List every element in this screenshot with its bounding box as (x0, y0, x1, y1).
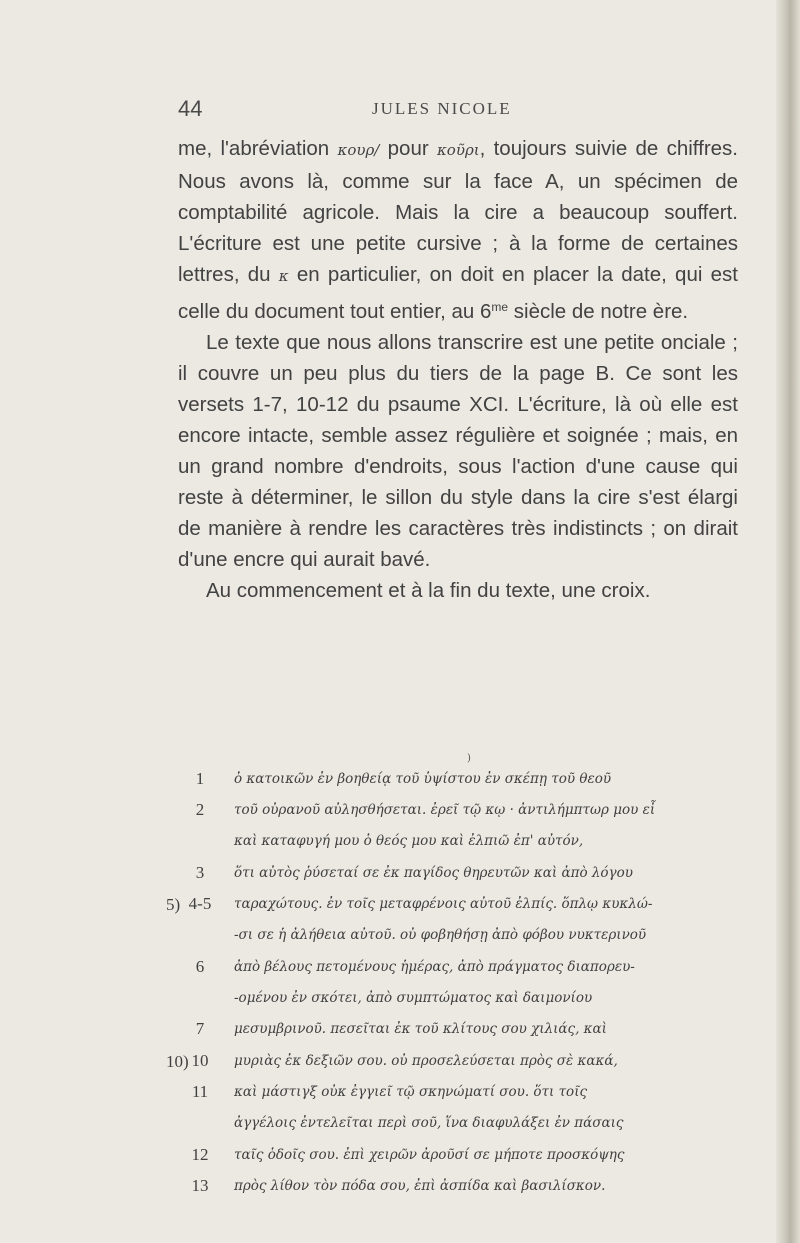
verse-number: 2 (195, 800, 205, 819)
greek-abbreviation: κουρ/ (337, 141, 380, 159)
psalm-line (178, 765, 748, 795)
external-verse-number: 5) (166, 895, 181, 914)
greek-text: -σι σε ἡ ἀλήθεια αὐτοῦ. οὐ φοβηθήσῃ ἀπὸ φόβου νυκτερινοῦ (234, 927, 647, 943)
psalm-line (178, 1172, 748, 1202)
paragraph-2: Le texte que nous allons transcrire est une petite onciale ; il couvre un peu plus du tiers de la page B. Ce sont les versets 1-7, 10-12 du psaume XCI. L'écriture, là où elle est encore intacte, semble assez régulière et soignée ; mais, en un grand nombre d'endroits, sous l'action d'une cause qui reste à déterminer, le sillon du style dans la cire s'est élargi de manière à rendre les caractères très indistincts ; on dirait d'une encre qui aurait bavé. (178, 331, 738, 571)
greek-text: ὁ κατοικῶν ἐν βοηθείᾳ τοῦ ὑψίστου ἐν σκέπῃ τοῦ θεοῦ (234, 771, 612, 787)
psalm-line (178, 921, 748, 951)
greek-text: -ομένου ἐν σκότει, ἀπὸ συμπτώματος καὶ δαιμονίου (234, 990, 593, 1006)
superscript: me (491, 300, 509, 314)
verse-number: 6 (195, 957, 205, 976)
running-head: JULES NICOLE (372, 99, 512, 118)
verse-number: 1 (195, 769, 205, 788)
greek-text: καὶ καταφυγή μου ὁ θεός μου καὶ ἐλπιῶ ἐπ' αὐτόν, (234, 833, 584, 849)
psalm-line (178, 1015, 748, 1045)
greek-text: πρὸς λίθον τὸν πόδα σου, ἐπὶ ἀσπίδα καὶ βασιλίσκον. (234, 1178, 606, 1194)
greek-letter: κ (278, 267, 289, 285)
external-verse-number: 10) (166, 1052, 189, 1071)
greek-text: τοῦ οὐρανοῦ αὐλησθήσεται. ἐρεῖ τῷ κῳ · ἀντιλήμπτωρ μου εἶ (234, 802, 656, 818)
page-header (0, 96, 800, 126)
psalm-line (178, 1078, 748, 1108)
greek-text: ταῖς ὁδοῖς σου. ἐπὶ χειρῶν ἀροῦσί σε μήποτε προσκόψης (234, 1147, 625, 1163)
page-edge (776, 0, 800, 1243)
verse-number: 12 (191, 1145, 209, 1164)
greek-text: ἀγγέλοις ἐντελεῖται περὶ σοῦ, ἵνα διαφυλάξει ἐν πάσαις (234, 1115, 624, 1131)
verse-number: 11 (191, 1082, 209, 1101)
paragraph-1: me, l'abréviation κουρ/ pour κοῦρι, toujours suivie de chiffres. Nous avons là, comme sur la face A, un spécimen de comptabilité agricole. Mais la cire a beaucoup souffert. L'écriture est une petite cursive ; à la forme de certaines lettres, du κ en particulier, on doit en placer la date, qui est celle du document tout entier, au $6^{me}$ siècle de notre ère. (178, 137, 738, 323)
psalm-line (178, 796, 748, 826)
verse-number: 13 (191, 1176, 209, 1195)
verse-number: 7 (195, 1019, 205, 1038)
psalm-line (178, 827, 748, 857)
psalm-line (166, 1047, 748, 1077)
greek-word: κοῦρι (436, 141, 480, 159)
psalm-line (178, 953, 748, 983)
greek-text: μεσυμβρινοῦ. πεσεῖται ἐκ τοῦ κλίτους σου χιλιάς, καὶ (234, 1021, 607, 1037)
greek-text: καὶ μάστιγξ οὐκ ἐγγιεῖ τῷ σκηνώματί σου. ὅτι τοῖς (234, 1084, 588, 1100)
tick-mark: ) (467, 753, 471, 764)
greek-text: ταραχώτους. ἐν τοῖς μεταφρένοις αὐτοῦ ἐλπίς. ὅπλῳ κυκλώ- (234, 896, 653, 912)
psalm-line (178, 1109, 748, 1139)
psalm-line (178, 859, 748, 889)
psalm-line (166, 890, 748, 920)
body-text (178, 133, 738, 606)
psalm-line (178, 1141, 748, 1171)
verse-number: 3 (195, 863, 205, 882)
verse-number: 4-5 (188, 894, 212, 913)
greek-text: ἀπὸ βέλους πετομένους ἡμέρας, ἀπὸ πράγματος διαπορευ- (234, 959, 635, 975)
greek-text: ὅτι αὐτὸς ῥύσεταί σε ἐκ παγίδος θηρευτῶν καὶ ἀπὸ λόγου (234, 865, 633, 881)
page-number: 44 (178, 96, 203, 121)
psalm-line (178, 984, 748, 1014)
greek-text: μυριὰς ἐκ δεξιῶν σου. οὐ προσελεύσεται πρὸς σὲ κακά, (234, 1053, 618, 1069)
paragraph-3: Au commencement et à la fin du texte, une croix. (206, 579, 651, 602)
verse-number: 10 (191, 1051, 209, 1070)
